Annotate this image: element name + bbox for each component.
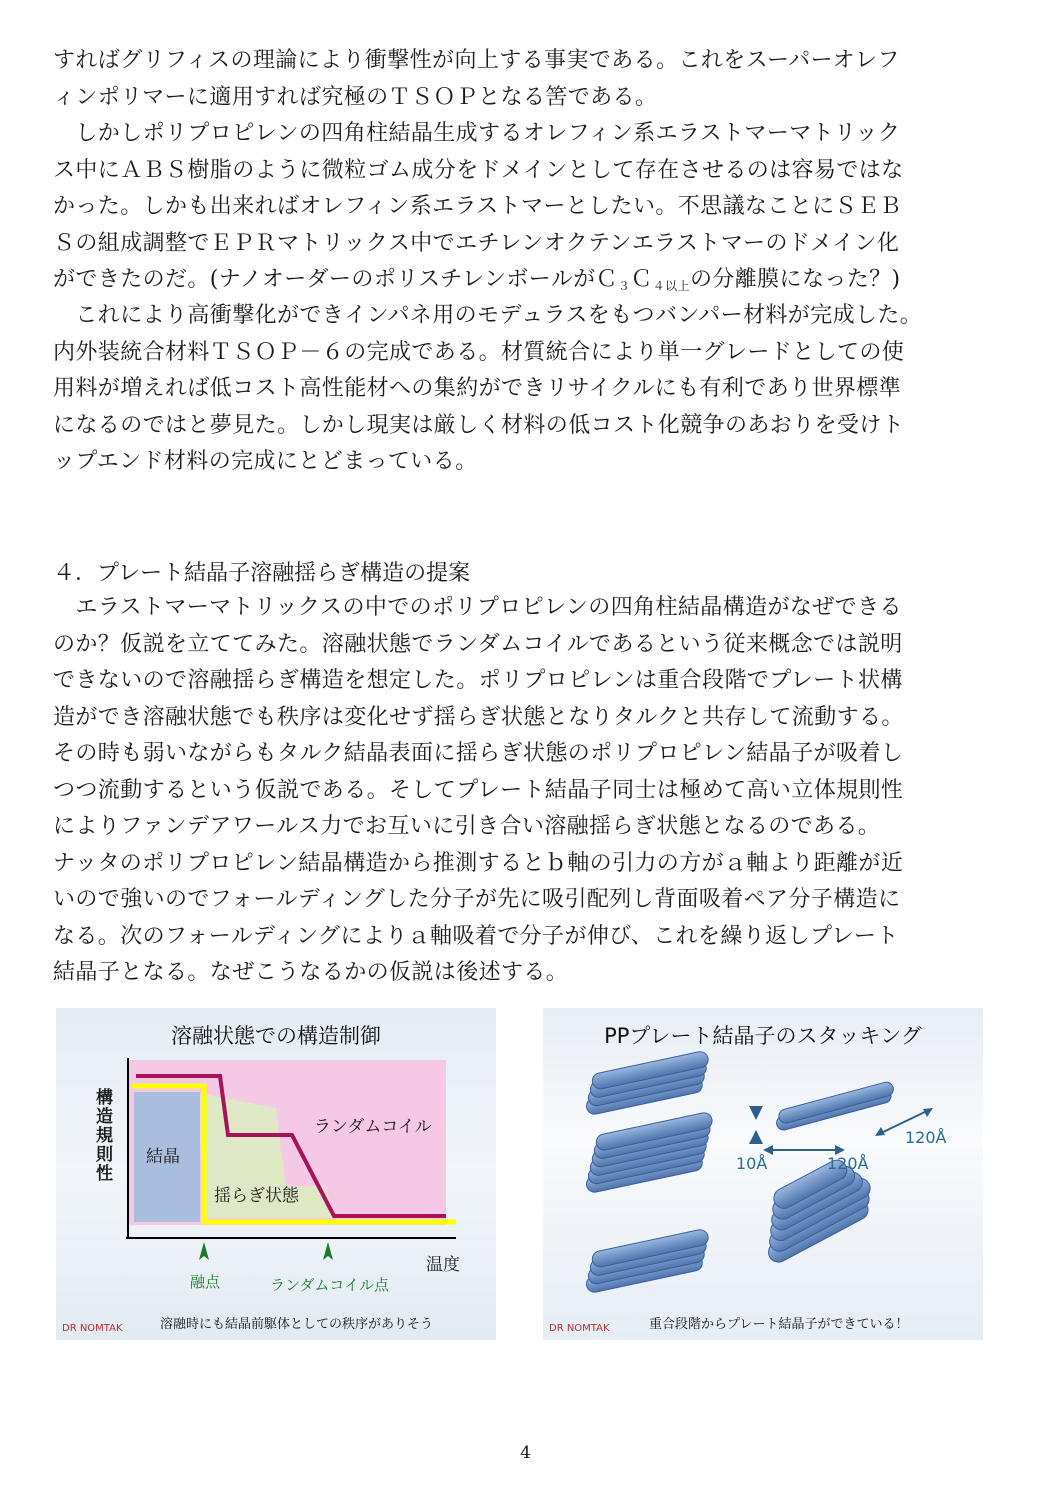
fluctuation-label: 揺らぎ状態 (214, 1186, 299, 1206)
dimension-label-120-horizontal: 120Å (827, 1154, 869, 1173)
text-line: 結晶子となる。なぜこうなるかの仮説は後述する。 (53, 960, 569, 985)
paragraph-4 (53, 590, 993, 992)
text-line: エラストマーマトリックスの中でのポリプロピレンの四角柱結晶構造がなぜできる (53, 595, 902, 620)
figure-title: PPプレート結晶子のスタッキング (604, 1024, 922, 1048)
text-line: できないので溶融揺らぎ構造を想定した。ポリプロピレンは重合段階でプレート状構 (53, 668, 903, 693)
text-line: なる。次のフォールディングによりａ軸吸着で分子が伸び、これを繰り返しプレート (53, 923, 899, 949)
text-fragment: ができたのだ。(ナノオーダーのポリスチレンボールがＣ (53, 267, 618, 292)
figure-plate-stacking (543, 1008, 983, 1340)
paragraph-2 (53, 116, 993, 305)
text-line: ップエンド材料の完成にとどまっている。 (53, 449, 478, 474)
dimension-label-120-diagonal: 120Å (905, 1128, 947, 1147)
text-line: ナッタのポリプロピレン結晶構造から推測するとｂ軸の引力の方がａ軸より距離が近 (53, 850, 904, 876)
melting-point-marker (199, 1242, 209, 1260)
text-line: 用料が増えれば低コスト高性能材への集約ができリサイクルにも有利であり世界標準 (53, 376, 902, 401)
figure-caption: 重合段階からプレート結晶子ができている！ (649, 1317, 909, 1332)
text-line: ス中にＡＢＳ樹脂のように微粒ゴム成分をドメインとして存在させるのは容易ではな (53, 157, 904, 183)
text-line: その時も弱いながらもタルク結晶表面に揺らぎ状態のポリプロピレン結晶子が吸着し (53, 741, 904, 766)
text-line: Ｓの組成調整でＥＰＲマトリックス中でエチレンオクテンエラストマーのドメイン化 (53, 230, 900, 256)
figure-structure-control (56, 1008, 496, 1340)
random-coil-label: ランダムコイル (314, 1117, 432, 1137)
text-line: 内外装統合材料ＴＳＯＰ－６の完成である。材質統合により単一グレードとしての使 (53, 339, 905, 365)
text-line: すればグリフィスの理論により衝撃性が向上する事実である。これをスーパーオレフ (53, 48, 900, 73)
random-coil-point-marker (323, 1242, 333, 1260)
figure-credit: DR NOMTAK (62, 1323, 123, 1334)
text-line: 造ができ溶融状態でも秩序は変化せず揺らぎ状態となりタルクと共存して流動する。 (53, 704, 904, 730)
figure-credit: DR NOMTAK (549, 1323, 610, 1334)
plate-stack (585, 1050, 714, 1293)
text-line: しかしポリプロピレンの四角柱結晶生成するオレフィン系エラストマーマトリック (53, 121, 901, 146)
subscript: ４以上 (652, 279, 690, 293)
text-line: になるのではと夢見た。しかし現実は厳しく材料の低コスト化競争のあおりを受けト (53, 412, 905, 438)
paragraph-1 (53, 43, 993, 116)
melting-point-label: 融点 (190, 1273, 221, 1291)
text-line: のか？仮説を立ててみた。溶融状態でランダムコイルであるという従来概念では説明 (53, 631, 903, 657)
text-line: いので強いのでフォールディングした分子が先に吸引配列し背面吸着ペア分子構造に (53, 887, 901, 912)
text-fragment: の分離膜になった？) (689, 267, 901, 292)
x-axis-label: 温度 (426, 1255, 460, 1275)
paragraph-3 (53, 298, 993, 481)
subscript: ３ (617, 279, 631, 293)
plate-stacking-diagram (543, 1008, 983, 1340)
text-line: つつ流動するという仮説である。そしてプレート結晶子同士は極めて高い立体規則性 (53, 777, 904, 803)
text-line: かった。しかも出来ればオレフィン系エラストマーとしたい。不思議なことにＳＥＢ (53, 194, 902, 219)
page-number: 4 (520, 1443, 531, 1463)
plate-pair (773, 1081, 896, 1132)
figure-caption: 溶融時にも結晶前駆体としての秩序がありそう (160, 1317, 434, 1332)
text-line: ィンポリマーに適用すれば究極のＴＳＯＰとなる筈である。 (53, 84, 658, 110)
text-line: によりファンデアワールス力でお互いに引き合い溶融揺らぎ状態となるのである。 (53, 814, 881, 839)
random-coil-point-label: ランダムコイル点 (270, 1276, 389, 1294)
text-fragment: Ｃ (630, 267, 653, 292)
section-heading: ４．プレート結晶子溶融揺らぎ構造の提案 (53, 561, 471, 586)
figure-title: 溶融状態での構造制御 (171, 1024, 381, 1048)
text-line: これにより高衝撃化ができインパネ用のモデュラスをもつバンパー材料が完成した。 (53, 303, 923, 328)
y-axis-label: 構造規則性 (92, 1088, 112, 1183)
crystal-label: 結晶 (146, 1147, 180, 1167)
dimension-label-10: 10Å (736, 1154, 768, 1173)
